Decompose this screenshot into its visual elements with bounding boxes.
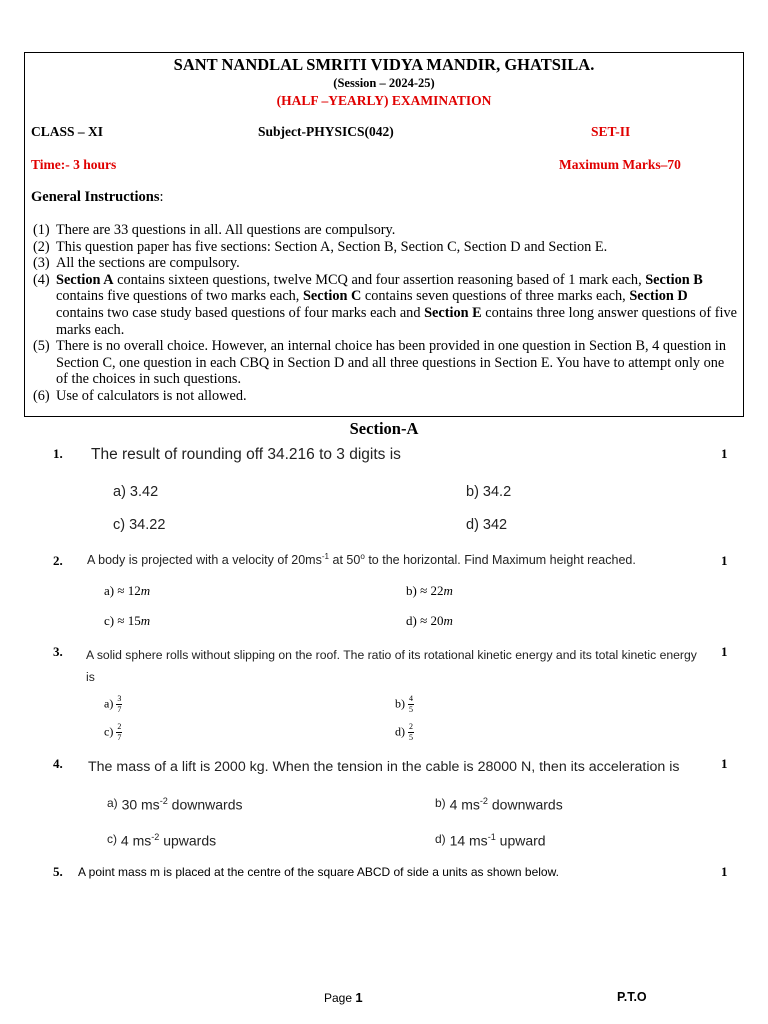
pto-label: P.T.O (617, 990, 647, 1004)
option-d: d) 14 $ms^{-1}$ upward (435, 832, 546, 849)
question-number: 2. (53, 553, 63, 568)
question-text: The result of rounding off 34.216 to 3 digits is (91, 446, 401, 463)
instruction-item: (4) Section A contains sixteen questions, twelve MCQ and four assertion reasoning based of 1 mark each, Section B contains five questions of two marks each, Section C contains seven questions of three marks each, Section D contains two case study based questions of four marks each and Section E contains three long answer questions of five marks each. (33, 271, 737, 338)
exam-title: (HALF –YEARLY) EXAMINATION (276, 93, 492, 108)
option-d: d) $\frac{2}{5}$ (395, 722, 413, 742)
question-marks: 1 (721, 756, 728, 771)
max-marks-label: Maximum Marks–70 (559, 157, 681, 172)
set-label: SET-II (591, 124, 631, 139)
subject-label: Subject-PHYSICS(042) (258, 124, 394, 139)
instructions-list (33, 222, 738, 405)
question-text: A point mass m is placed at the centre of the square ABCD of side a units as shown below. (78, 865, 559, 879)
instruction-item: (1) There are 33 questions in all. All questions are compulsory. (33, 222, 396, 238)
class-label: CLASS – XI (31, 124, 104, 139)
question-marks: 1 (721, 644, 728, 659)
option-d: d) ≈ 20m (406, 613, 453, 628)
option-c: c) $\frac{2}{7}$ (104, 722, 122, 742)
question-text: The mass of a lift is 2000 kg. When the tension in the cable is 28000 N, then its acceleration is (88, 759, 680, 775)
option-d: d) 342 (466, 517, 508, 533)
session: (Session – 2024-25) (333, 76, 435, 90)
general-instructions-heading: General Instructions: (31, 189, 164, 205)
instruction-item: (5) There is no overall choice. However, an internal choice has been provided in one question in Section B, 4 question in Section C, one question in each CBQ in Section D and all three questions in Section E. You have to attempt only one of the choices in such questions. (33, 338, 726, 388)
option-a: a) 30 $ms^{-2}$ downwards (107, 796, 243, 813)
option-c: c) 34.22 (113, 517, 166, 533)
option-a: a) $\frac{3}{7}$ (104, 694, 122, 714)
instruction-item: (3) All the sections are compulsory. (33, 255, 240, 272)
question-number: 4. (53, 756, 63, 771)
school-name: SANT NANDLAL SMRITI VIDYA MANDIR, GHATSILA. (173, 55, 595, 74)
page-number: Page 1 (324, 990, 363, 1005)
option-c: c) ≈ 15m (104, 613, 151, 628)
question-text: A solid sphere rolls without slipping on the roof. The ratio of its rotational kinetic energy and its total kinetic energy is (86, 648, 697, 684)
question-marks: 1 (721, 553, 728, 568)
option-b: b) $\frac{4}{5}$ (395, 694, 413, 714)
question-marks: 1 (721, 446, 728, 461)
option-b: b) 34.2 (466, 484, 512, 500)
option-a: a) ≈ 12m (104, 583, 151, 598)
question-number: 1. (53, 446, 63, 461)
instruction-item: (6) Use of calculators is not allowed. (33, 387, 247, 404)
question-marks: 1 (721, 864, 728, 879)
option-c: c) 4 $ms^{-2}$ upwards (107, 832, 217, 849)
question-text: A body is projected with a velocity of $20ms^{-1}$ at 50$^o$ to the horizontal. Find Maximum height reached. (87, 552, 636, 568)
time-label: Time:- 3 hours (31, 157, 117, 172)
section-title: Section-A (349, 419, 419, 438)
instruction-item: (2) This question paper has five sections: Section A, Section B, Section C, Section D and Section E. (33, 238, 608, 255)
question-number: 5. (53, 864, 63, 879)
option-b: b) 4 $ms^{-2}$ downwards (435, 796, 563, 813)
option-b: b) ≈ 22m (406, 583, 453, 598)
option-a: a) 3.42 (113, 484, 159, 500)
question-number: 3. (53, 644, 63, 659)
